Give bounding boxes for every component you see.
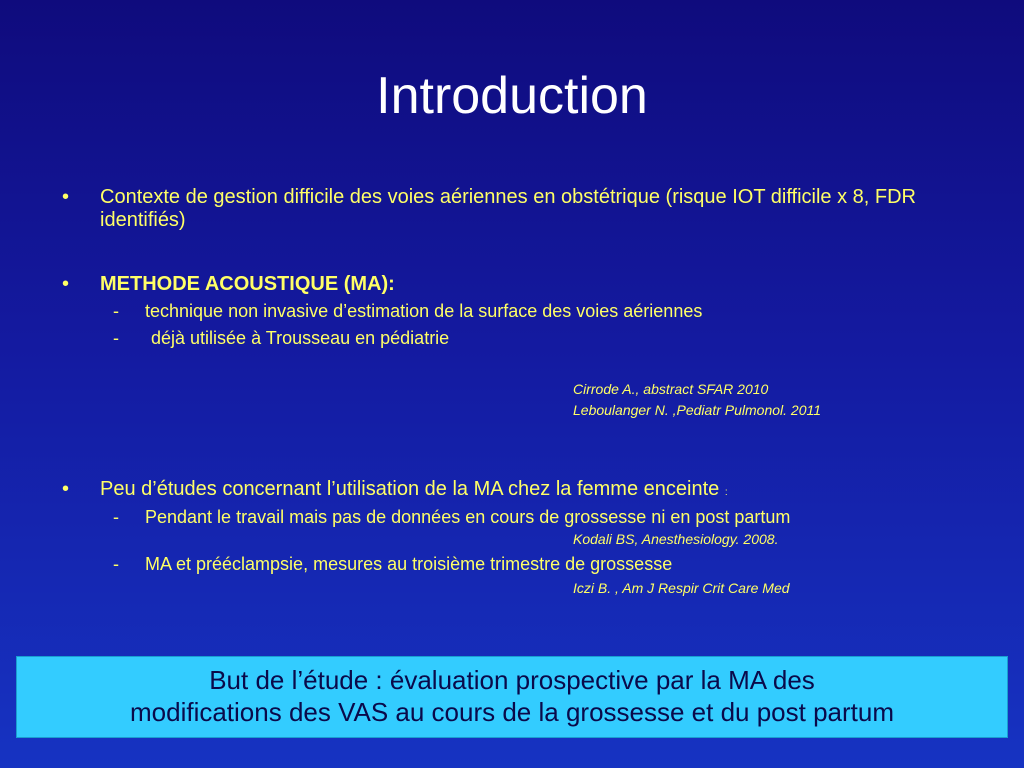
bullet-method	[62, 273, 962, 299]
sub-item-marker: -	[113, 328, 119, 348]
slide-title: Introduction	[376, 67, 648, 125]
bullet-text: Peu d’études concernant l’utilisation de la MA chez la femme enceinte	[100, 478, 720, 500]
study-aim-line: But de l’étude : évaluation prospective par la MA des	[209, 665, 815, 695]
sub-item-text: MA et prééclampsie, mesures au troisième trimestre de grossesse	[145, 554, 673, 574]
study-aim-line: modifications des VAS au cours de la grossesse et du post partum	[129, 697, 895, 727]
study-aim-box	[16, 656, 1008, 738]
bullet-suffix: :	[724, 487, 728, 498]
reference-citation: Iczi B. , Am J Respir Crit Care Med	[573, 580, 790, 596]
bullet-text-wrapper	[100, 478, 728, 504]
reference-citation: Kodali BS, Anesthesiology. 2008.	[573, 531, 779, 547]
bullet-text: Contexte de gestion difficile des voies aériennes en obstétrique (risque IOT difficile x 8, FDR identifiés)	[100, 186, 916, 231]
reference-citation: Leboulanger N. ,Pediatr Pulmonol. 2011	[573, 402, 822, 418]
sub-item-marker: -	[113, 301, 119, 321]
sub-item-text: technique non invasive d’estimation de la surface des voies aériennes	[145, 301, 703, 321]
bullet-marker: •	[62, 273, 70, 295]
sub-item-marker: -	[113, 554, 119, 574]
bullet-marker: •	[62, 478, 70, 500]
bullet-text: METHODE ACOUSTIQUE (MA):	[100, 273, 395, 295]
reference-citation: Cirrode A., abstract SFAR 2010	[573, 381, 769, 397]
bullet-studies	[62, 478, 962, 504]
bullet-marker: •	[62, 186, 70, 208]
bullet-context	[62, 186, 972, 236]
sub-item-marker: -	[113, 507, 119, 527]
sub-item-text: déjà utilisée à Trousseau en pédiatrie	[151, 328, 450, 348]
sub-item-text: Pendant le travail mais pas de données en cours de grossesse ni en post partum	[145, 507, 791, 527]
